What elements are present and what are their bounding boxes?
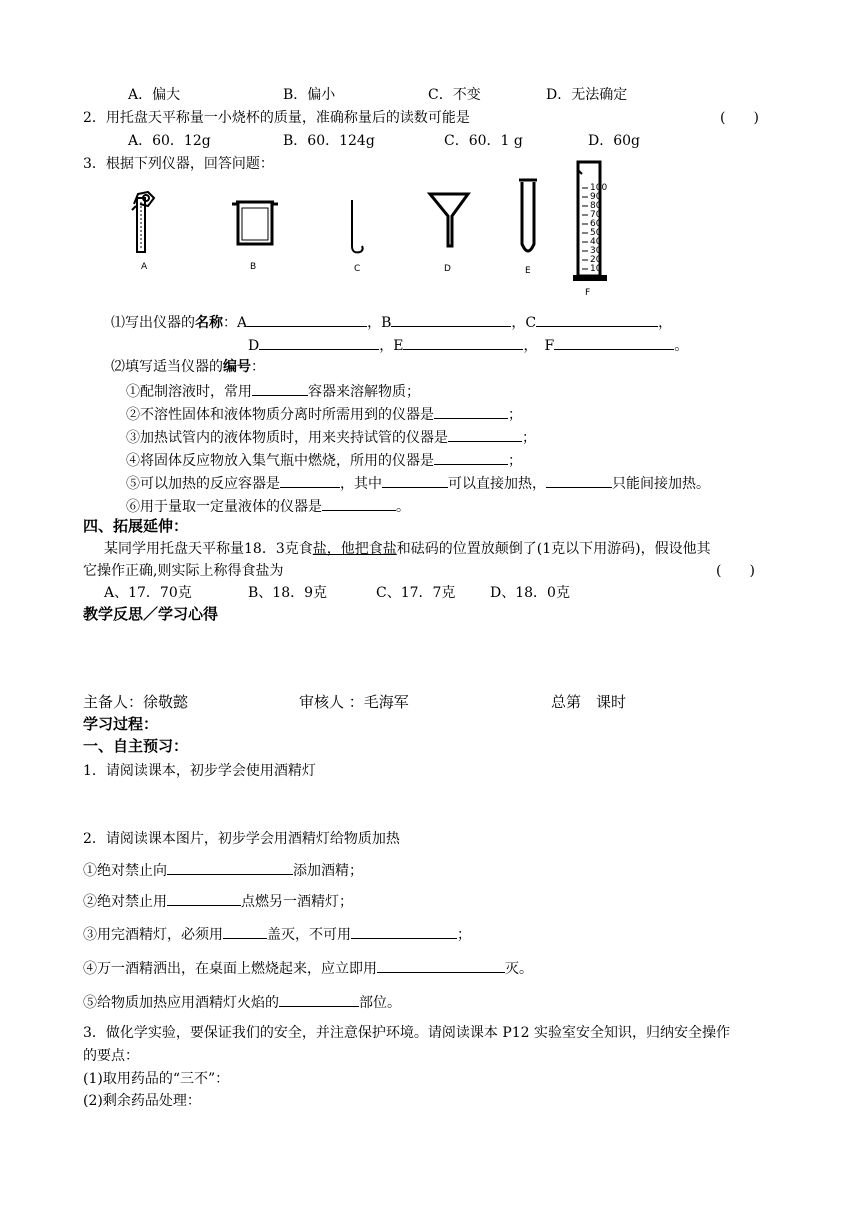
blank-s1-5[interactable] — [279, 992, 359, 1007]
q3-item-3: ③加热试管内的液体物质时，用来夹持试管的仪器是 ； — [126, 427, 536, 447]
q3-item-4: ④将固体反应物放入集气瓶中燃烧，所用的仪器是 ； — [126, 450, 522, 470]
apparatus-label-b: B — [250, 262, 257, 272]
blank-s1-3a[interactable] — [223, 924, 267, 939]
reviewer: 审核人 ：毛海军 — [299, 693, 409, 711]
s1-rule-2: (2)剩余药品处理： — [83, 1093, 201, 1109]
cylinder-tick-30: 30 — [590, 246, 602, 256]
section-4-heading: 四、拓展延伸： — [83, 517, 189, 535]
blank-item-5a[interactable] — [280, 473, 340, 488]
cylinder-tick-60: 60 — [590, 219, 602, 229]
s1-item-1: ①绝对禁止向 添加酒精； — [83, 860, 363, 880]
blank-item-4[interactable] — [434, 450, 508, 465]
bold-keyword-number: 编号 — [223, 359, 251, 375]
s1-question-1: 1．请阅读课本，初步学会使用酒精灯 — [83, 763, 316, 779]
lesson-total: 总第 课时 — [551, 693, 627, 711]
blank-name-e[interactable] — [403, 335, 523, 350]
apparatus-label-c: C — [354, 264, 361, 274]
blank-name-c[interactable] — [536, 312, 658, 327]
blank-name-f[interactable] — [554, 335, 674, 350]
q1-options — [128, 86, 180, 104]
q1-option-a: A．偏大 — [128, 87, 181, 103]
cylinder-tick-80: 80 — [590, 201, 602, 211]
bold-keyword-name: 名称 — [195, 315, 223, 331]
cylinder-ticks — [582, 188, 588, 269]
s4-option-d: D、18．0克 — [490, 585, 570, 601]
cylinder-tick-100: 100 — [590, 183, 608, 193]
blank-s1-4[interactable] — [377, 958, 505, 973]
section-1-heading: 一、自主预习： — [83, 737, 189, 755]
q3-names-line-1: ⑴写出仪器的名称：A ，B ，C ， — [111, 312, 672, 332]
apparatus-label-f: F — [585, 288, 591, 298]
blank-s1-2[interactable] — [167, 891, 241, 906]
s1-item-2: ②绝对禁止用 点燃另一酒精灯； — [83, 891, 353, 911]
q2-answer-paren: ( ) — [720, 110, 759, 126]
blank-name-b[interactable] — [391, 312, 511, 327]
q2-text: 2．用托盘天平称量一小烧杯的质量，准确称量后的读数可能是 — [83, 110, 470, 126]
q3-part-2-prompt: ⑵填写适当仪器的编号： — [111, 359, 265, 375]
test-tube-icon — [519, 180, 537, 251]
q1-option-c: C．不变 — [428, 87, 481, 103]
test-tube-holder-icon — [132, 192, 154, 252]
s1-question-3-line-2: 的要点： — [83, 1048, 139, 1064]
blank-s1-1[interactable] — [167, 860, 293, 875]
combustion-spoon-icon — [352, 200, 363, 252]
s1-question-3-line-1: 3．做化学实验，要保证我们的安全，并注意保护环境。请阅读课本 P12 实验室安全知识，归纳安全操作 — [83, 1025, 731, 1041]
s1-item-5: ⑤给物质加热应用酒精灯火焰的 部位。 — [83, 992, 401, 1012]
s4-option-c: C、17．7克 — [376, 585, 456, 601]
s1-question-2: 2．请阅读课本图片，初步学会用酒精灯给物质加热 — [83, 831, 400, 847]
cylinder-tick-50: 50 — [590, 228, 602, 238]
cylinder-tick-10: 10 — [590, 264, 602, 274]
q3-item-5: ⑤可以加热的反应容器是 ，其中 可以直接加热， 只能间接加热。 — [126, 473, 710, 493]
funnel-icon — [430, 194, 468, 246]
q2-option-a: A．60．12g — [128, 133, 211, 149]
s1-rule-1: (1)取用药品的“三不”： — [83, 1071, 230, 1087]
blank-item-2[interactable] — [434, 404, 508, 419]
q1-option-b: B．偏小 — [283, 87, 336, 103]
blank-item-5b[interactable] — [382, 473, 448, 488]
q2-option-b: B．60．124g — [283, 133, 375, 149]
process-heading: 学习过程： — [83, 715, 159, 733]
s4-option-a: A、17．70克 — [104, 585, 192, 601]
s1-item-3: ③用完酒精灯，必须用 盖灭，不可用 ； — [83, 924, 471, 944]
cylinder-tick-70: 70 — [590, 210, 602, 220]
q3-item-1: ①配制溶液时，常用 容器来溶解物质； — [126, 381, 420, 401]
q1-option-d: D．无法确定 — [546, 87, 628, 103]
q3-item-6: ⑥用于量取一定量液体的仪器是 。 — [126, 496, 410, 516]
cylinder-tick-90: 90 — [590, 192, 602, 202]
s4-answer-paren: ( ) — [716, 563, 755, 579]
blank-item-3[interactable] — [448, 427, 522, 442]
cylinder-tick-20: 20 — [590, 255, 602, 265]
preparer: 主备人：徐敬懿 — [83, 693, 189, 711]
blank-name-a[interactable] — [247, 312, 367, 327]
blank-item-5c[interactable] — [546, 473, 612, 488]
apparatus-label-d: D — [444, 264, 451, 274]
blank-item-6[interactable] — [322, 496, 396, 511]
beaker-icon — [232, 202, 278, 244]
q2-option-c: C．60．1 g — [444, 133, 523, 149]
cylinder-tick-40: 40 — [590, 237, 602, 247]
q2-option-d: D．60g — [588, 133, 641, 149]
q3-item-2: ②不溶性固体和液体物质分离时所需用到的仪器是 ； — [126, 404, 522, 424]
q3-text: 3．根据下列仪器，回答问题： — [83, 156, 274, 172]
s4-paragraph-line-2: 它操作正确,则实际上称得食盐为 — [83, 563, 284, 579]
reflection-heading: 教学反思／学习心得 — [83, 605, 219, 623]
apparatus-label-e: E — [525, 266, 531, 276]
blank-name-d[interactable] — [259, 335, 379, 350]
s1-item-4: ④万一酒精洒出，在桌面上燃烧起来，应立即用 灭。 — [83, 958, 533, 978]
blank-s1-3b[interactable] — [351, 924, 457, 939]
q3-names-line-2: D ，E ， F 。 — [248, 335, 688, 355]
apparatus-label-a: A — [141, 262, 148, 272]
apparatus-figure — [120, 160, 620, 300]
s4-paragraph-line-1: 某同学用托盘天平称量18．3克食盐，他把食盐和砝码的位置放颠倒了(1克以下用游码)，假设他其 — [104, 541, 711, 557]
blank-item-1[interactable] — [252, 381, 308, 396]
s4-option-b: B、18．9克 — [248, 585, 328, 601]
